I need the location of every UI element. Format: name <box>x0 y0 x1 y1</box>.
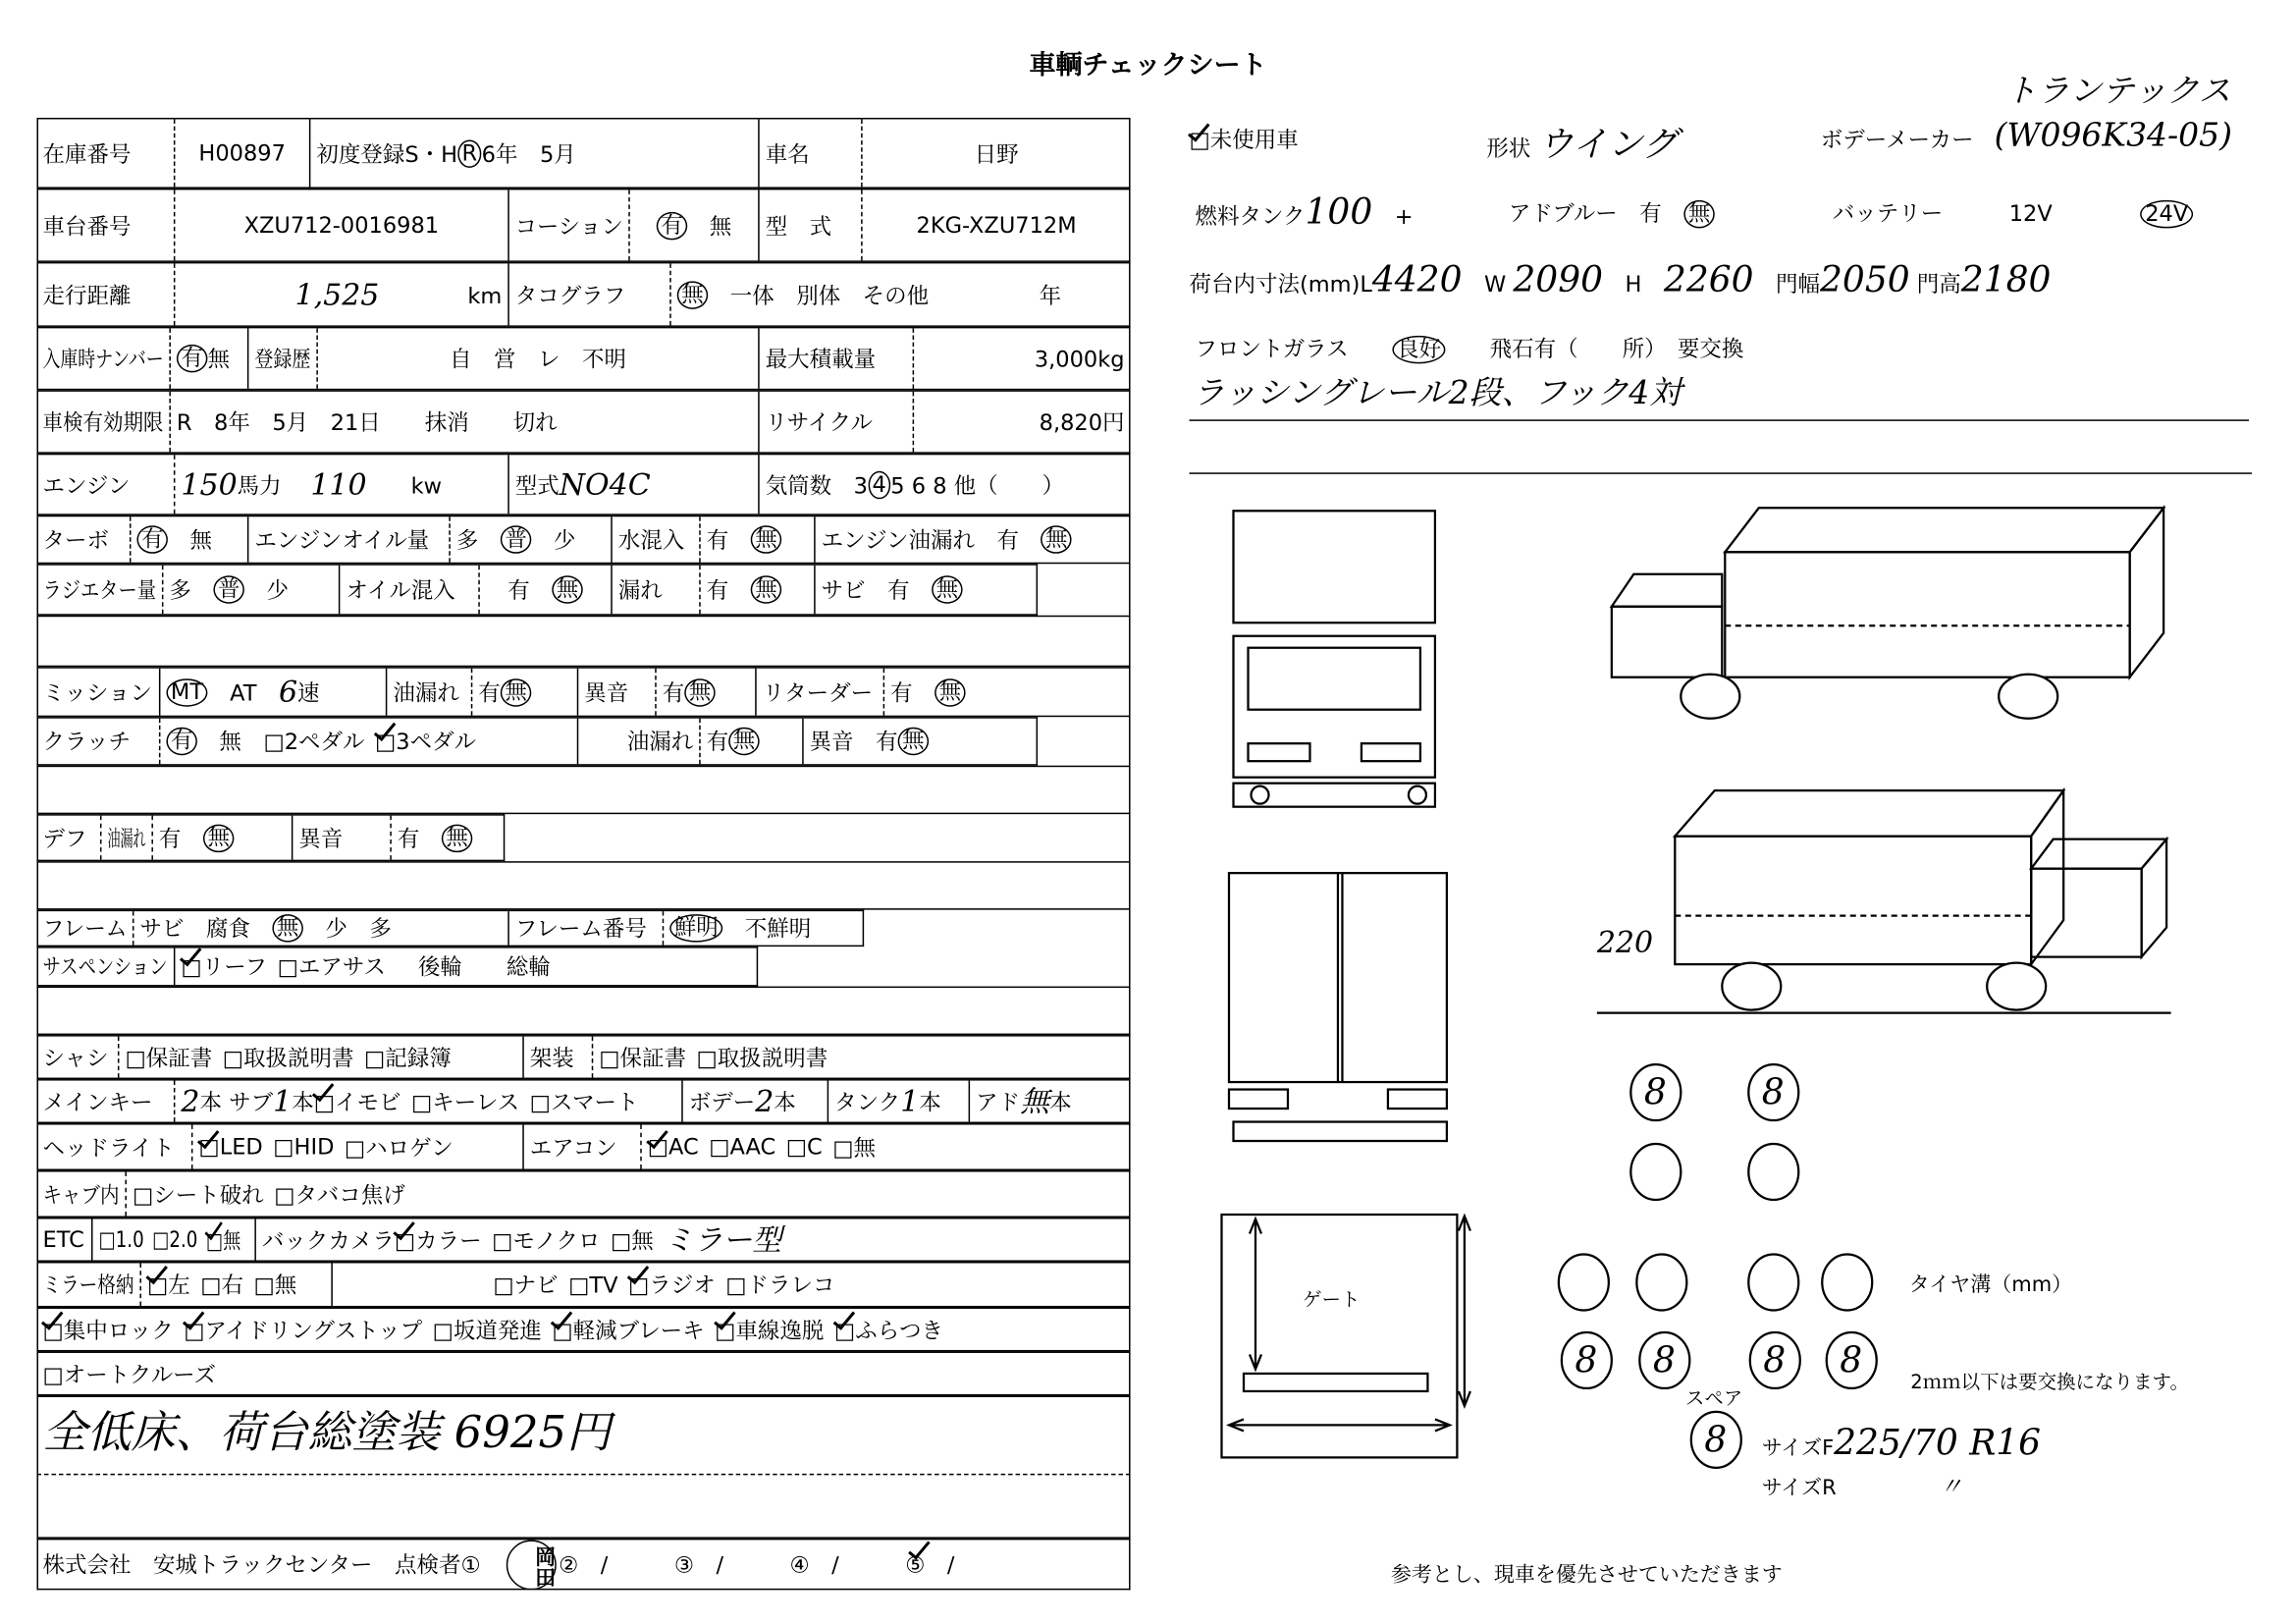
checkbox-square-icon: □ <box>1189 126 1210 153</box>
cell-text: 有 <box>706 576 751 604</box>
cell-text: ② / ③ / ④ / <box>559 1551 906 1579</box>
checkbox-square-icon: □ <box>696 1044 718 1071</box>
checkbox-square-icon: □ <box>492 1226 513 1254</box>
cell-text: 6年 5月 <box>481 140 576 168</box>
checkbox-label: オートクルーズ <box>63 1361 216 1388</box>
size-f-label: サイズF <box>1761 1436 1835 1461</box>
page-title: 車輌チェックシート <box>1029 49 1267 81</box>
tire-depth-value: 8 <box>1763 1339 1787 1381</box>
handwritten-value: 無 <box>1020 1083 1050 1119</box>
checkbox-label: カラー <box>415 1226 482 1254</box>
cell-text: 本 <box>774 1088 796 1115</box>
tire-depth-value: 8 <box>1652 1339 1676 1381</box>
circled-option: 無 <box>751 525 782 553</box>
windshield-label: フロントガラス <box>1195 335 1349 362</box>
circled-option: MT <box>166 677 207 705</box>
checkbox-label: ラジオ <box>649 1272 716 1299</box>
circled-option: 有 <box>177 345 208 372</box>
checkbox-label: ハロゲン <box>365 1134 454 1162</box>
checkbox-square-icon: □ <box>42 1317 64 1344</box>
cell-text: 馬力 <box>237 471 311 499</box>
handwritten-value: 全低床、荷台総塗装 6925円 <box>42 1407 612 1459</box>
adblue-label: アドブルー <box>1508 199 1618 227</box>
door-height-label: 門高 <box>1916 270 1961 298</box>
cell-text: 漏れ <box>617 576 663 604</box>
cell-text: バックカメラ <box>261 1226 395 1254</box>
cell-text: ミッション <box>42 678 153 706</box>
cell-text: AT <box>207 678 279 706</box>
circled-option: 無 <box>932 575 963 603</box>
cell-text: 株式会社 安城トラックセンター 点検者① <box>42 1551 504 1579</box>
cell-text: シャシ <box>42 1044 109 1071</box>
cell-text: 初度登録S・H <box>316 140 458 168</box>
checkbox-label: 取扱説明書 <box>242 1044 354 1071</box>
dimension-220: 220 <box>1596 924 1654 960</box>
checkbox-square-icon: □ <box>832 1134 854 1162</box>
checkbox-square-icon: □ <box>273 1133 294 1161</box>
checkbox-square-icon: □ <box>715 1317 736 1344</box>
cell-text: キャブ内 <box>42 1181 120 1209</box>
cell-text: 有 <box>478 678 501 706</box>
cell-text: 有 <box>890 678 935 706</box>
cell-text: リサイクル <box>765 408 874 436</box>
cell-text: 本 <box>1049 1088 1072 1115</box>
tire-rear-outer <box>1636 1254 1686 1310</box>
cell-text: 油漏れ <box>393 678 459 706</box>
checkbox-label: イモビ <box>335 1088 401 1115</box>
circled-option: 無 <box>442 824 473 851</box>
cell-text: タンク <box>834 1088 901 1115</box>
checkbox-square-icon: □ <box>198 1133 220 1161</box>
cargo-dims-label: 荷台内寸法(mm)L <box>1189 270 1372 298</box>
checkbox-square-icon: □ <box>98 1226 116 1253</box>
checkbox-square-icon: □ <box>42 1361 64 1388</box>
tire-rear-outer <box>1748 1254 1798 1310</box>
cell-text: クラッチ <box>42 729 132 756</box>
cell-text: 5 6 8 他（ ） <box>890 471 1065 499</box>
cell-text: 気筒数 3 <box>765 471 868 499</box>
tire-mid <box>1748 1144 1798 1200</box>
checkbox-square-icon: □ <box>493 1272 514 1299</box>
cell-text: メインキー <box>42 1088 153 1115</box>
cell-text: XZU712-0016981 <box>243 211 440 239</box>
checkbox-label: 1.0 <box>115 1226 144 1253</box>
checkbox-square-icon: □ <box>363 1044 386 1071</box>
tire-depth-value: 8 <box>1575 1339 1598 1381</box>
checkbox-square-icon: □ <box>610 1226 632 1254</box>
cell-text: / <box>925 1551 955 1579</box>
cell-text: 異音 <box>298 825 344 852</box>
cell-text: ヘッドライト <box>42 1134 175 1162</box>
checkbox-square-icon: □ <box>205 1226 224 1254</box>
cell-text: リターダー <box>762 678 874 706</box>
fuel-tank-label: 燃料タンク <box>1195 202 1306 230</box>
checkbox-square-icon: □ <box>628 1272 650 1299</box>
cell-text: ターボ <box>42 526 109 554</box>
cell-text: デフ <box>42 825 87 852</box>
checkbox-label: 無 <box>274 1272 297 1299</box>
circled-option: 有 <box>657 211 688 239</box>
cell-text: 無 <box>167 526 212 554</box>
checkbox-label: AAC <box>729 1133 776 1161</box>
tire-mid <box>1630 1144 1681 1200</box>
inspector-5-label: ⑤ <box>905 1550 926 1578</box>
cell-text: 多 <box>455 526 501 554</box>
cell-text: 無 <box>687 212 732 240</box>
tire-size-front <box>1762 1422 2041 1469</box>
cell-text: 有 <box>662 678 685 706</box>
cell-text: 少 多 <box>302 915 392 943</box>
checkbox-square-icon: □ <box>785 1133 807 1161</box>
checkbox-square-icon: □ <box>411 1088 433 1115</box>
cell-text: 有 <box>706 729 729 756</box>
front-view-diagram <box>1233 511 1434 806</box>
cell-text: 異音 有 <box>809 729 898 756</box>
tire-depth-value: 8 <box>1704 1419 1728 1461</box>
circled-option: 無 <box>751 575 782 603</box>
cell-text: タコグラフ <box>514 282 626 309</box>
checkbox-square-icon: □ <box>263 729 285 756</box>
circled-option: R <box>457 139 482 167</box>
fuel-tank-plus: + <box>1394 202 1414 230</box>
checkbox-square-icon: □ <box>725 1272 747 1299</box>
handwritten-value: 150 <box>181 466 238 503</box>
cell-text: エアコン <box>529 1134 617 1162</box>
windshield-good-circled: 良好 <box>1393 336 1446 363</box>
cell-text: 少 <box>531 526 576 554</box>
circled-option: 無 <box>552 575 583 603</box>
checkbox-label: シート破れ <box>153 1181 264 1209</box>
cell-text: R 8年 5月 21日 抹消 切れ <box>176 408 558 436</box>
cell-text: 無 <box>207 346 230 373</box>
cell-text: kw <box>366 471 443 499</box>
cell-text: フレーム番号 <box>514 915 647 943</box>
checkbox-label: C <box>806 1133 823 1161</box>
cell-text: 本 <box>292 1088 314 1115</box>
tire-depth-value: 8 <box>1643 1071 1667 1113</box>
checkbox-square-icon: □ <box>394 1226 416 1254</box>
cell-text: 登録歴 <box>254 346 311 373</box>
battery-24v-circled: 24V <box>2141 200 2193 228</box>
cell-text: 一体 別体 その他 年 <box>708 282 1062 309</box>
checkbox-label: キーレス <box>432 1088 520 1115</box>
door-width-label: 門幅 <box>1776 270 1821 298</box>
cell-text: 有 <box>158 825 203 852</box>
circled-option: 無 <box>501 677 532 705</box>
checkbox-label: ドラレコ <box>746 1272 835 1299</box>
gate-label: ゲート <box>1302 1289 1361 1312</box>
cell-text: 後輪 総輪 <box>396 953 551 981</box>
handwritten-value: 1 <box>273 1083 293 1119</box>
cell-text: 車台番号 <box>42 212 132 240</box>
checkbox-square-icon: □ <box>552 1317 573 1344</box>
cell-text: 8,820円 <box>1039 408 1125 436</box>
fuel-tank-value: 100 <box>1305 190 1373 233</box>
cell-text: 型式 <box>514 471 560 499</box>
checkbox-square-icon: □ <box>274 1181 295 1209</box>
cell-text: オイル混入 <box>346 576 455 604</box>
handwritten-value: NO4C <box>559 466 651 503</box>
checkbox-label: HID <box>294 1133 335 1161</box>
checkbox-label: 無 <box>853 1134 876 1162</box>
cell-text: 少 <box>243 576 289 604</box>
cell-text: 入庫時ナンバー <box>42 346 164 373</box>
checkbox-label: モノクロ <box>512 1226 601 1254</box>
tire-depth-value: 8 <box>1761 1071 1785 1113</box>
size-f-value: 225/70 R16 <box>1834 1422 2042 1464</box>
disclaimer: 参考とし、現車を優先させていただきます <box>1390 1563 1783 1588</box>
cell-text: 車名 <box>765 140 810 168</box>
cell-text: 本 サブ <box>199 1088 274 1115</box>
cell-text: ラジエター量 <box>42 576 157 604</box>
cell-text: 日野 <box>974 140 1019 168</box>
checkbox-label: 集中ロック <box>63 1317 174 1344</box>
checkbox-label: ナビ <box>513 1272 559 1299</box>
checkbox-label: アイドリングストップ <box>204 1317 423 1344</box>
circled-option: 無 <box>272 914 303 942</box>
checkbox-square-icon: □ <box>253 1272 275 1299</box>
side-view-diagram-right <box>1597 790 2171 1012</box>
circled-option: 無 <box>934 677 966 705</box>
checkbox-square-icon: □ <box>277 953 298 981</box>
cell-text: サビ 有 <box>821 576 933 604</box>
shape-value: ウイング <box>1537 123 1678 165</box>
checkbox-label: 2ペダル <box>284 729 365 756</box>
cell-text: 油漏れ <box>107 825 146 852</box>
cell-text: ETC <box>42 1226 84 1253</box>
unused-label: 未使用車 <box>1209 126 1299 153</box>
tire-rear-outer <box>1559 1254 1609 1310</box>
cell-text: エンジン油漏れ 有 <box>821 526 1041 554</box>
side-view-diagram-left <box>1612 508 2163 718</box>
cell-text: 不鮮明 <box>722 915 812 943</box>
cell-text: 多 <box>169 576 214 604</box>
checkbox-square-icon: □ <box>313 1088 336 1115</box>
checkbox-label: 左 <box>168 1272 190 1299</box>
circled-option: 無 <box>684 677 716 705</box>
rear-view-diagram <box>1229 873 1447 1141</box>
checkbox-label: 2.0 <box>169 1226 198 1253</box>
cell-text: ボデー <box>688 1088 756 1115</box>
tire-rear-outer <box>1822 1254 1872 1310</box>
circled-option: 普 <box>213 575 244 603</box>
cell-text: 水混入 <box>617 526 685 554</box>
gate-diagram <box>1222 1215 1470 1457</box>
cell-text: 本 <box>919 1088 941 1115</box>
checkbox-label: タバコ焦げ <box>294 1181 405 1209</box>
checkbox-label: 車線逸脱 <box>735 1317 825 1344</box>
tire-size-rear <box>1762 1472 1963 1502</box>
checkbox-label: 保証書 <box>145 1044 213 1071</box>
adblue-no-circled: 無 <box>1683 200 1715 228</box>
cargo-length: 4420 <box>1371 258 1463 300</box>
checkbox-label: 坂道発進 <box>453 1317 542 1344</box>
cell-text: H00897 <box>198 139 286 167</box>
circled-option: 鮮明 <box>669 914 722 942</box>
cargo-width: 2090 <box>1513 258 1603 300</box>
checkbox-square-icon: □ <box>374 729 397 756</box>
cell-text: 異音 <box>584 678 629 706</box>
body-maker-value: トランテックス <box>2004 73 2231 111</box>
cell-text: エンジンオイル量 <box>254 526 430 554</box>
cell-text: フレーム <box>42 915 128 943</box>
circled-option: 無 <box>677 281 709 308</box>
cell-text: 有 <box>397 825 442 852</box>
handwritten-value: 110 <box>310 466 367 503</box>
h-label: H <box>1625 270 1642 298</box>
door-width: 2050 <box>1820 258 1910 300</box>
cell-text: km <box>379 282 503 309</box>
cell-text: 最大積載量 <box>765 346 877 373</box>
shape-label: 形状 <box>1486 135 1531 162</box>
cell-text: 無 <box>196 729 264 756</box>
checkbox-label: 右 <box>221 1272 244 1299</box>
checkbox-square-icon: □ <box>709 1133 730 1161</box>
cell-text: アド <box>976 1088 1021 1115</box>
checkbox-label: TV <box>589 1271 618 1298</box>
cell-text: 2KG-XZU712M <box>916 211 1077 239</box>
checkbox-label: ふらつき <box>855 1317 943 1344</box>
checkbox-label: スマート <box>550 1088 639 1115</box>
handwritten-value: 1 <box>900 1083 920 1119</box>
circled-option: 4 <box>868 470 890 498</box>
size-r-value: 〃 <box>1939 1472 1963 1500</box>
tire-note: 2ｍｍ以下は要交換になります。 <box>1910 1372 2189 1394</box>
cell-text: 自 営 レ 不明 <box>450 346 626 373</box>
checkbox-label: 軽減ブレーキ <box>572 1317 705 1344</box>
checkbox-square-icon: □ <box>647 1133 669 1161</box>
tire-depth-label: タイヤ溝（mm） <box>1908 1272 2073 1297</box>
handwritten-value: 6 <box>278 674 298 710</box>
cell-text: 油漏れ <box>626 729 694 756</box>
size-r-label: サイズR <box>1761 1476 1837 1500</box>
cell-text: 在庫番号 <box>42 140 132 168</box>
circled-option: 有 <box>166 728 197 755</box>
checkbox-square-icon: □ <box>184 1317 205 1344</box>
circled-option: 有 <box>136 525 168 553</box>
cell-text: 速 <box>297 678 320 706</box>
checkbox-label: リーフ <box>201 953 268 981</box>
cell-text: 車検有効期限 <box>42 408 164 436</box>
body-maker-code: (W096K34-05) <box>1994 117 2233 155</box>
cargo-height: 2260 <box>1663 258 1754 300</box>
door-height: 2180 <box>1960 258 2052 300</box>
handwritten-value: 2 <box>755 1083 774 1119</box>
battery-12v: 12V <box>2008 199 2053 227</box>
handwritten-value: 1,525 <box>294 276 380 312</box>
circled-option: 普 <box>501 525 532 553</box>
cell-text: サビ 腐食 <box>139 915 273 943</box>
spare-label: スペア <box>1684 1387 1743 1411</box>
checkbox-label: 記録簿 <box>385 1044 452 1071</box>
cell-text: 有 <box>507 576 553 604</box>
checkbox-square-icon: □ <box>132 1181 154 1209</box>
w-label: W <box>1483 270 1507 298</box>
cell-text: サスペンション <box>42 953 168 981</box>
checkbox-label: エアサス <box>297 953 386 981</box>
windshield-chip: 飛石有（ 所） <box>1489 335 1656 362</box>
checkbox-square-icon: □ <box>146 1272 169 1299</box>
checkbox-label: 保証書 <box>619 1044 687 1071</box>
checkbox-square-icon: □ <box>833 1317 856 1344</box>
checkbox-label: 無 <box>223 1226 241 1254</box>
cell-text: 走行距離 <box>42 282 132 309</box>
handwritten-value: 2 <box>181 1083 200 1119</box>
tire-depth-value: 8 <box>1840 1339 1863 1381</box>
cell-text: 有 <box>706 526 751 554</box>
checkbox-label: LED <box>219 1133 263 1161</box>
checkbox-label: AC <box>668 1133 699 1161</box>
checkbox-label: 3ペダル <box>396 729 477 756</box>
adblue-yes: 有 <box>1639 199 1662 227</box>
checkbox-square-icon: □ <box>344 1134 366 1162</box>
body-maker-label: ボデーメーカー <box>1820 126 1974 153</box>
checkbox-label: 取扱説明書 <box>717 1044 828 1071</box>
cell-text: エンジン <box>42 471 131 499</box>
checkbox-square-icon: □ <box>200 1272 222 1299</box>
checkbox-square-icon: □ <box>222 1044 243 1071</box>
checkbox-square-icon: □ <box>529 1088 551 1115</box>
windshield-replace: 要交換 <box>1677 335 1744 362</box>
checkbox-square-icon: □ <box>152 1226 170 1253</box>
checkbox-square-icon: □ <box>599 1044 620 1071</box>
cell-text: 型 式 <box>765 212 832 240</box>
inspector-seal: 岡田 <box>506 1540 556 1588</box>
cell-text: 3,000kg <box>1034 345 1125 372</box>
circled-option: 無 <box>1041 525 1072 553</box>
cell-text: 架装 <box>529 1044 574 1071</box>
memo-handwritten: ラッシングレール2段、フック4対 <box>1192 375 1682 412</box>
circled-option: 無 <box>898 728 930 755</box>
circled-option: 無 <box>203 824 235 851</box>
handwritten-value: ミラー型 <box>664 1221 782 1258</box>
cell-text: ミラー格納 <box>42 1272 134 1299</box>
cell-text: コーション <box>514 212 623 240</box>
checkbox-square-icon: □ <box>181 953 202 981</box>
battery-label: バッテリー <box>1832 199 1944 227</box>
checkbox-square-icon: □ <box>125 1044 146 1071</box>
checkbox-square-icon: □ <box>568 1271 590 1298</box>
checkbox-label: 無 <box>631 1226 654 1254</box>
checkbox-square-icon: □ <box>432 1317 454 1344</box>
circled-option: 無 <box>728 728 760 755</box>
